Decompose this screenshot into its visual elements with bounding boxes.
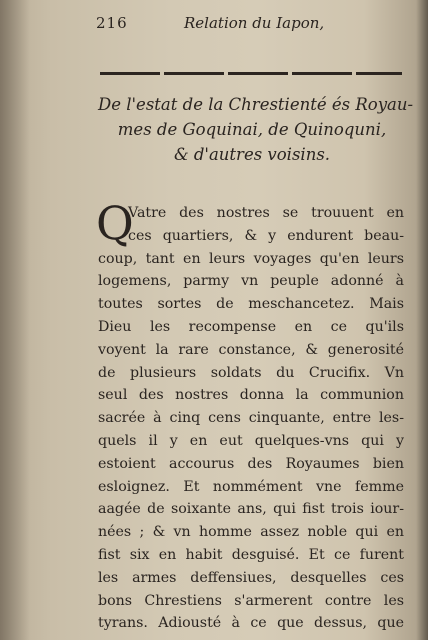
text-line: esloignez. Et nommément vne femme	[98, 478, 404, 495]
text-line: ces quartiers, & y endurent beau-	[128, 227, 404, 244]
text-line: fist six en habit desguisé. Et ce furent	[98, 546, 404, 563]
chapter-heading	[98, 92, 414, 167]
text-line: Dieu les recompense en ce qu'ils	[98, 318, 404, 335]
body-text	[96, 196, 404, 635]
text-line: logemens, parmy vn peuple adonné à	[98, 273, 404, 290]
text-line: seul des nostres donna la communion	[98, 387, 404, 404]
text-line: les armes deffensiues, desquelles ces	[98, 569, 404, 586]
page-edge-shadow	[416, 0, 428, 640]
drop-cap: Q	[96, 196, 134, 250]
text-line: quels il y en eut quelques-vns qui y	[98, 432, 404, 449]
gutter-shadow	[0, 0, 30, 640]
text-line: sacrée à cinq cens cinquante, entre les-	[98, 410, 404, 427]
chapter-heading-line: mes de Goquinai, de Quinoquni,	[117, 120, 387, 139]
ornamental-rule	[100, 72, 402, 75]
running-head	[96, 14, 396, 38]
chapter-heading-line: & d'autres voisins.	[173, 145, 331, 164]
text-line: de plusieurs soldats du Crucifix. Vn	[98, 364, 404, 381]
text-line: nées ; & vn homme assez noble qui en	[98, 524, 404, 541]
running-title: Relation du Iapon,	[184, 14, 325, 32]
text-line: toutes sortes de meschancetez. Mais	[98, 296, 404, 313]
chapter-heading-line: De l'estat de la Chrestienté és Royau-	[98, 95, 414, 114]
text-line: voyent la rare constance, & generosité	[98, 341, 404, 358]
text-line: coup, tant en leurs voyages qu'en leurs	[98, 250, 404, 267]
text-line: bons Chrestiens s'armerent contre les	[98, 592, 404, 609]
text-line: Vatre des nostres se trouuent en	[128, 205, 404, 221]
text-line: aagée de soixante ans, qui fist trois iour-	[98, 501, 404, 518]
text-line: tyrans. Adiousté à ce que dessus, que	[98, 615, 404, 632]
text-line: estoient accourus des Royaumes bien	[98, 455, 404, 472]
page-number: 216	[96, 14, 128, 32]
